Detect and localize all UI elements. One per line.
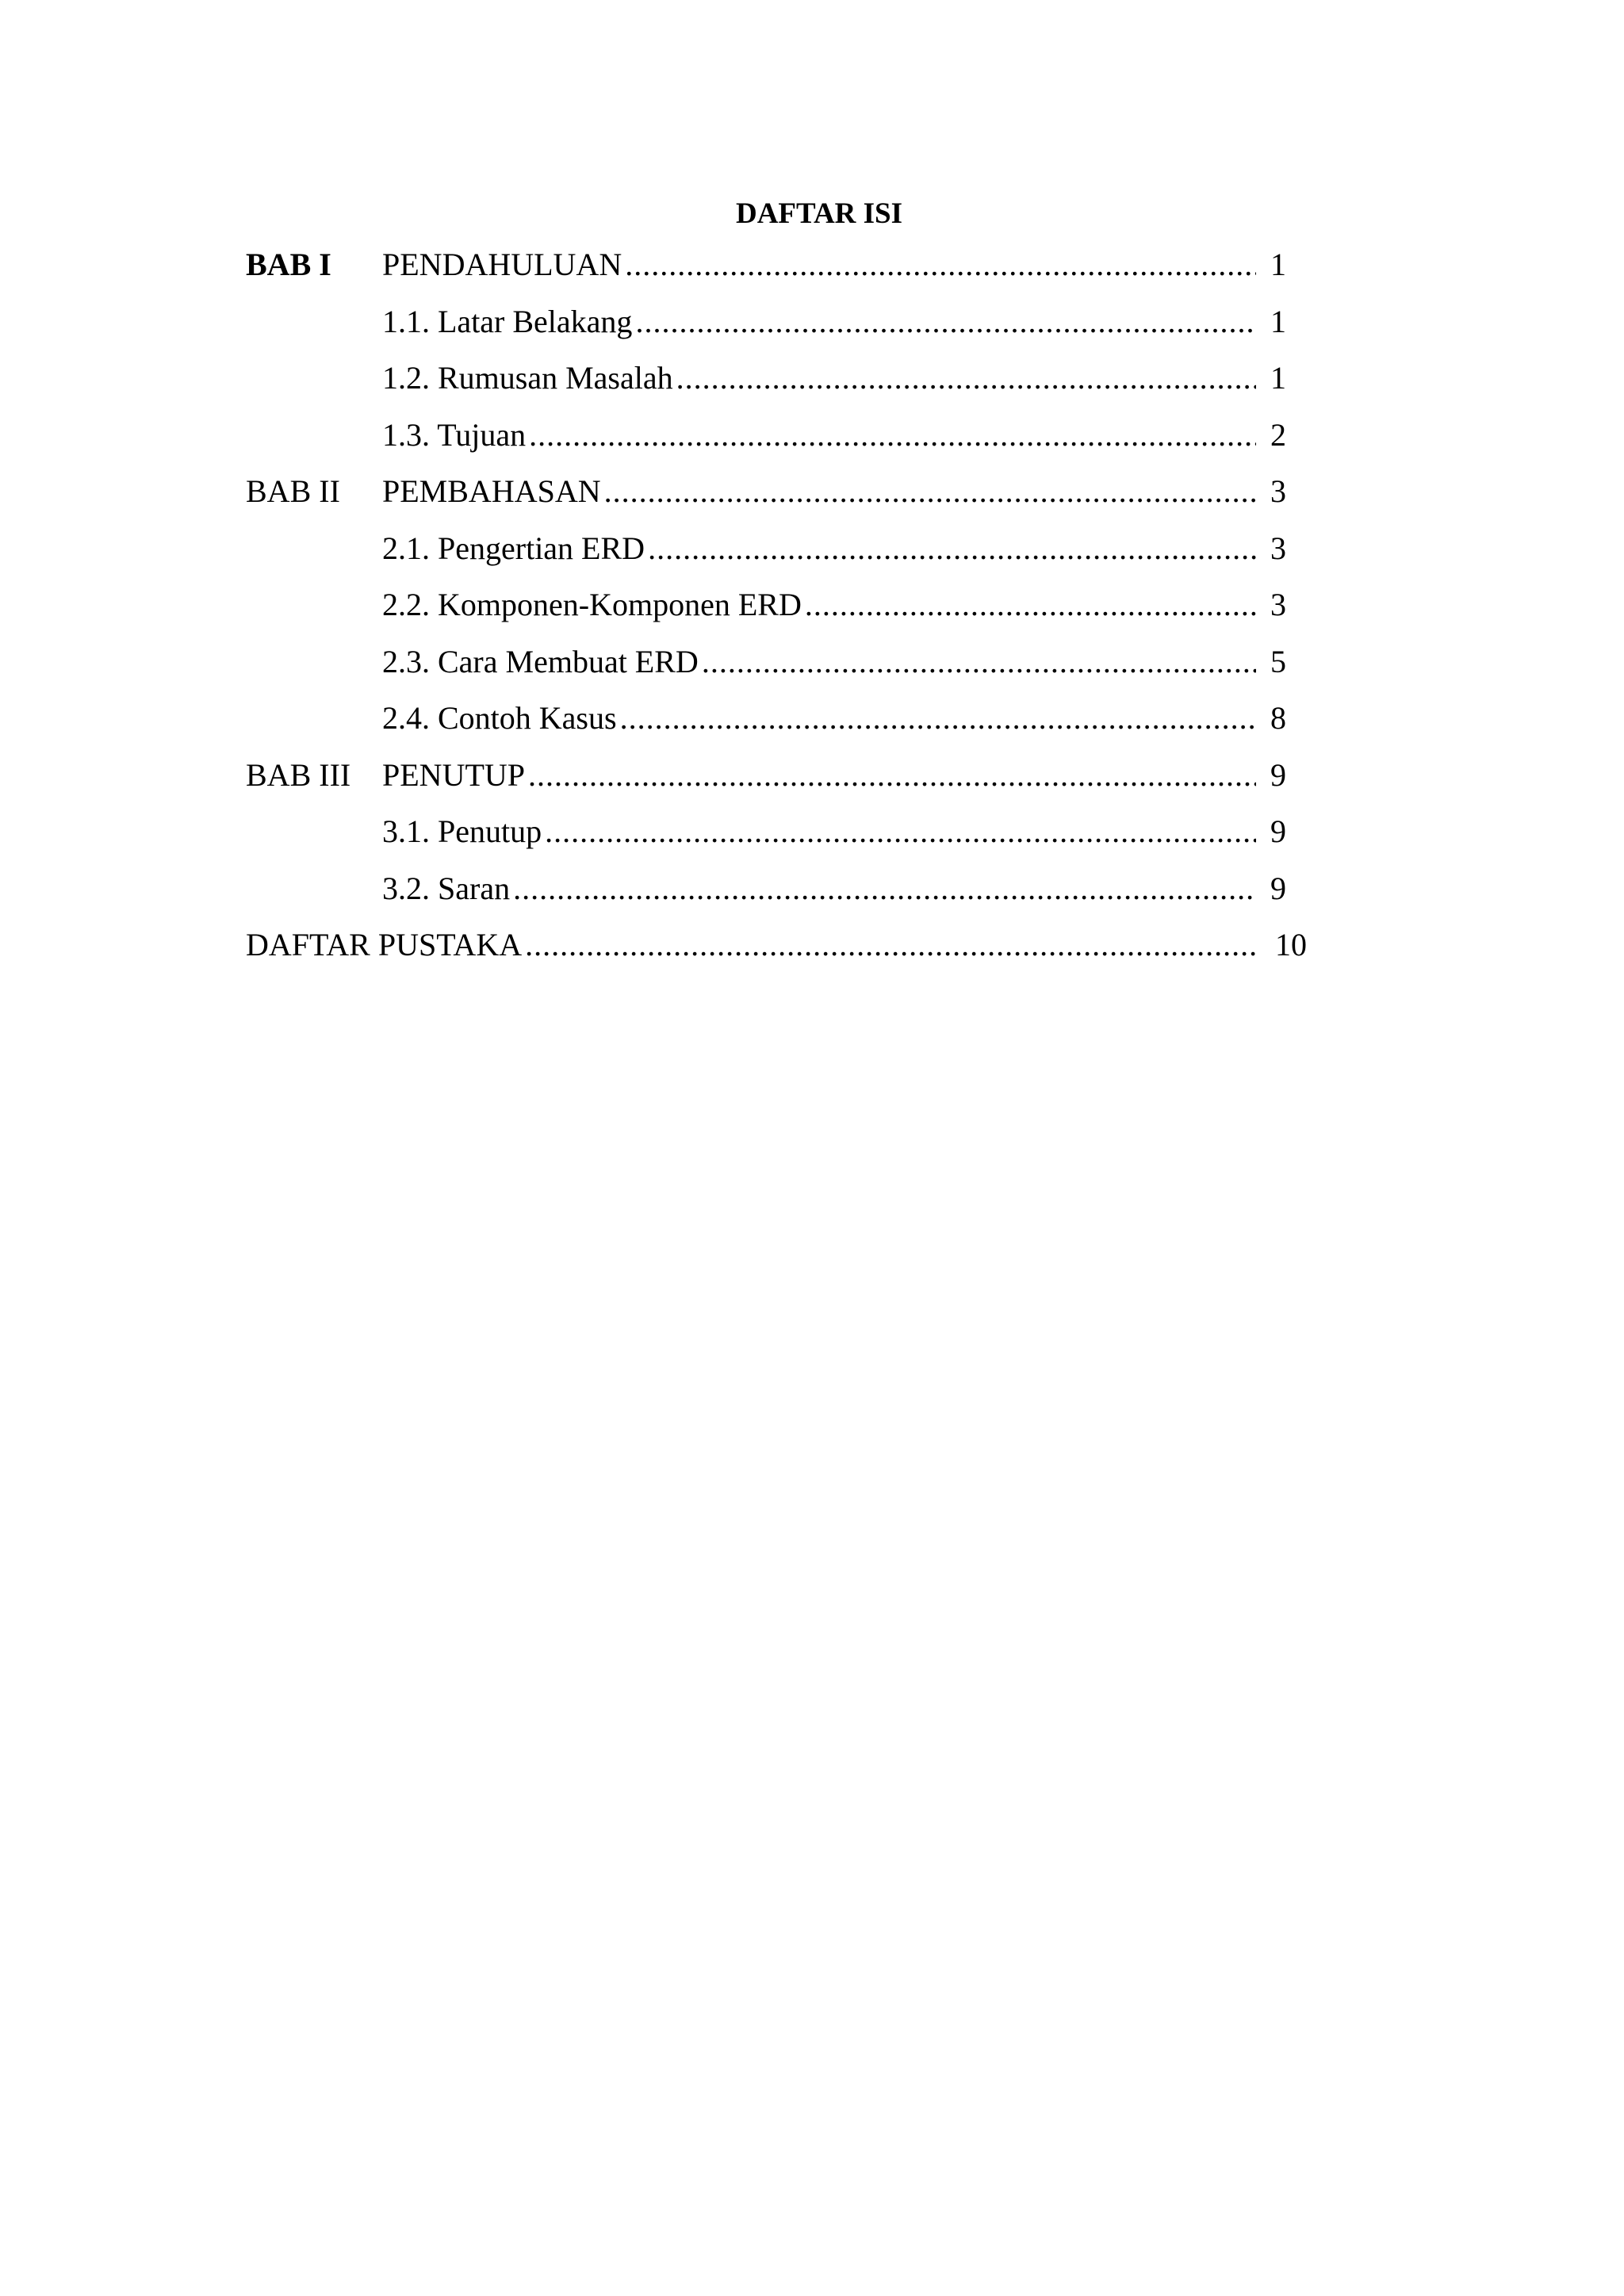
toc-entry-title: 1.2. Rumusan Masalah [382,360,673,396]
toc-row-2-3[interactable] [246,643,1286,700]
toc-row-3-2[interactable] [246,870,1286,927]
dot-leader [620,699,1256,737]
page-number: 5 [1270,643,1286,679]
dot-leader [545,813,1256,851]
toc-row-1-1[interactable] [246,303,1286,360]
dot-leader [513,870,1256,908]
page-number: 1 [1270,247,1286,282]
toc-row-1-3[interactable] [246,416,1286,473]
chapter-label: BAB II [246,473,340,509]
page-number: 9 [1270,756,1286,793]
toc-entry-title: 3.2. Saran [382,870,511,906]
toc-row-2-4[interactable] [246,699,1286,756]
dot-leader [625,246,1256,284]
page-number: 1 [1270,303,1286,339]
toc-row-2-2[interactable] [246,586,1286,643]
dot-leader [604,473,1256,511]
page-title: DAFTAR ISI [735,197,903,230]
page-number: 3 [1270,587,1286,622]
toc-entry-title: PENUTUP [382,756,526,793]
dot-leader [525,926,1256,964]
toc-row-3-1[interactable] [246,813,1286,870]
toc-entry-title: PENDAHULUAN [382,247,622,282]
page-number: 8 [1270,700,1286,736]
dot-leader [676,359,1256,397]
table-of-contents [246,246,1307,983]
toc-entry-title: 2.3. Cara Membuat ERD [382,643,699,679]
page-number: 9 [1270,813,1286,849]
dot-leader [528,756,1256,794]
toc-entry-title: 2.2. Komponen-Komponen ERD [382,587,802,622]
dot-leader [648,530,1256,568]
dot-leader [529,416,1256,454]
toc-row-1-2[interactable] [246,359,1286,416]
page-number: 3 [1270,473,1286,509]
toc-row-bab-3[interactable] [246,756,1286,813]
dot-leader [702,643,1256,681]
toc-entry-title: 2.4. Contoh Kasus [382,700,617,736]
page-number: 3 [1270,530,1286,566]
chapter-label: BAB III [246,756,351,793]
chapter-label: BAB I [246,247,331,282]
dot-leader [635,303,1256,341]
toc-entry-title: DAFTAR PUSTAKA [246,927,523,962]
toc-row-2-1[interactable] [246,530,1286,587]
toc-row-bab-2[interactable] [246,473,1286,530]
toc-entry-title: PEMBAHASAN [382,473,601,509]
page-number: 9 [1270,870,1286,906]
toc-entry-title: 1.1. Latar Belakang [382,303,633,339]
toc-entry-title: 1.3. Tujuan [382,416,527,453]
toc-row-bab-1[interactable] [246,246,1286,303]
page-number: 2 [1270,416,1286,453]
page-number: 10 [1275,927,1307,962]
toc-entry-title: 2.1. Pengertian ERD [382,530,645,566]
dot-leader [805,586,1256,624]
toc-entry-title: 3.1. Penutup [382,813,542,849]
page-number: 1 [1270,360,1286,396]
toc-row-daftar-pustaka[interactable] [246,926,1307,983]
